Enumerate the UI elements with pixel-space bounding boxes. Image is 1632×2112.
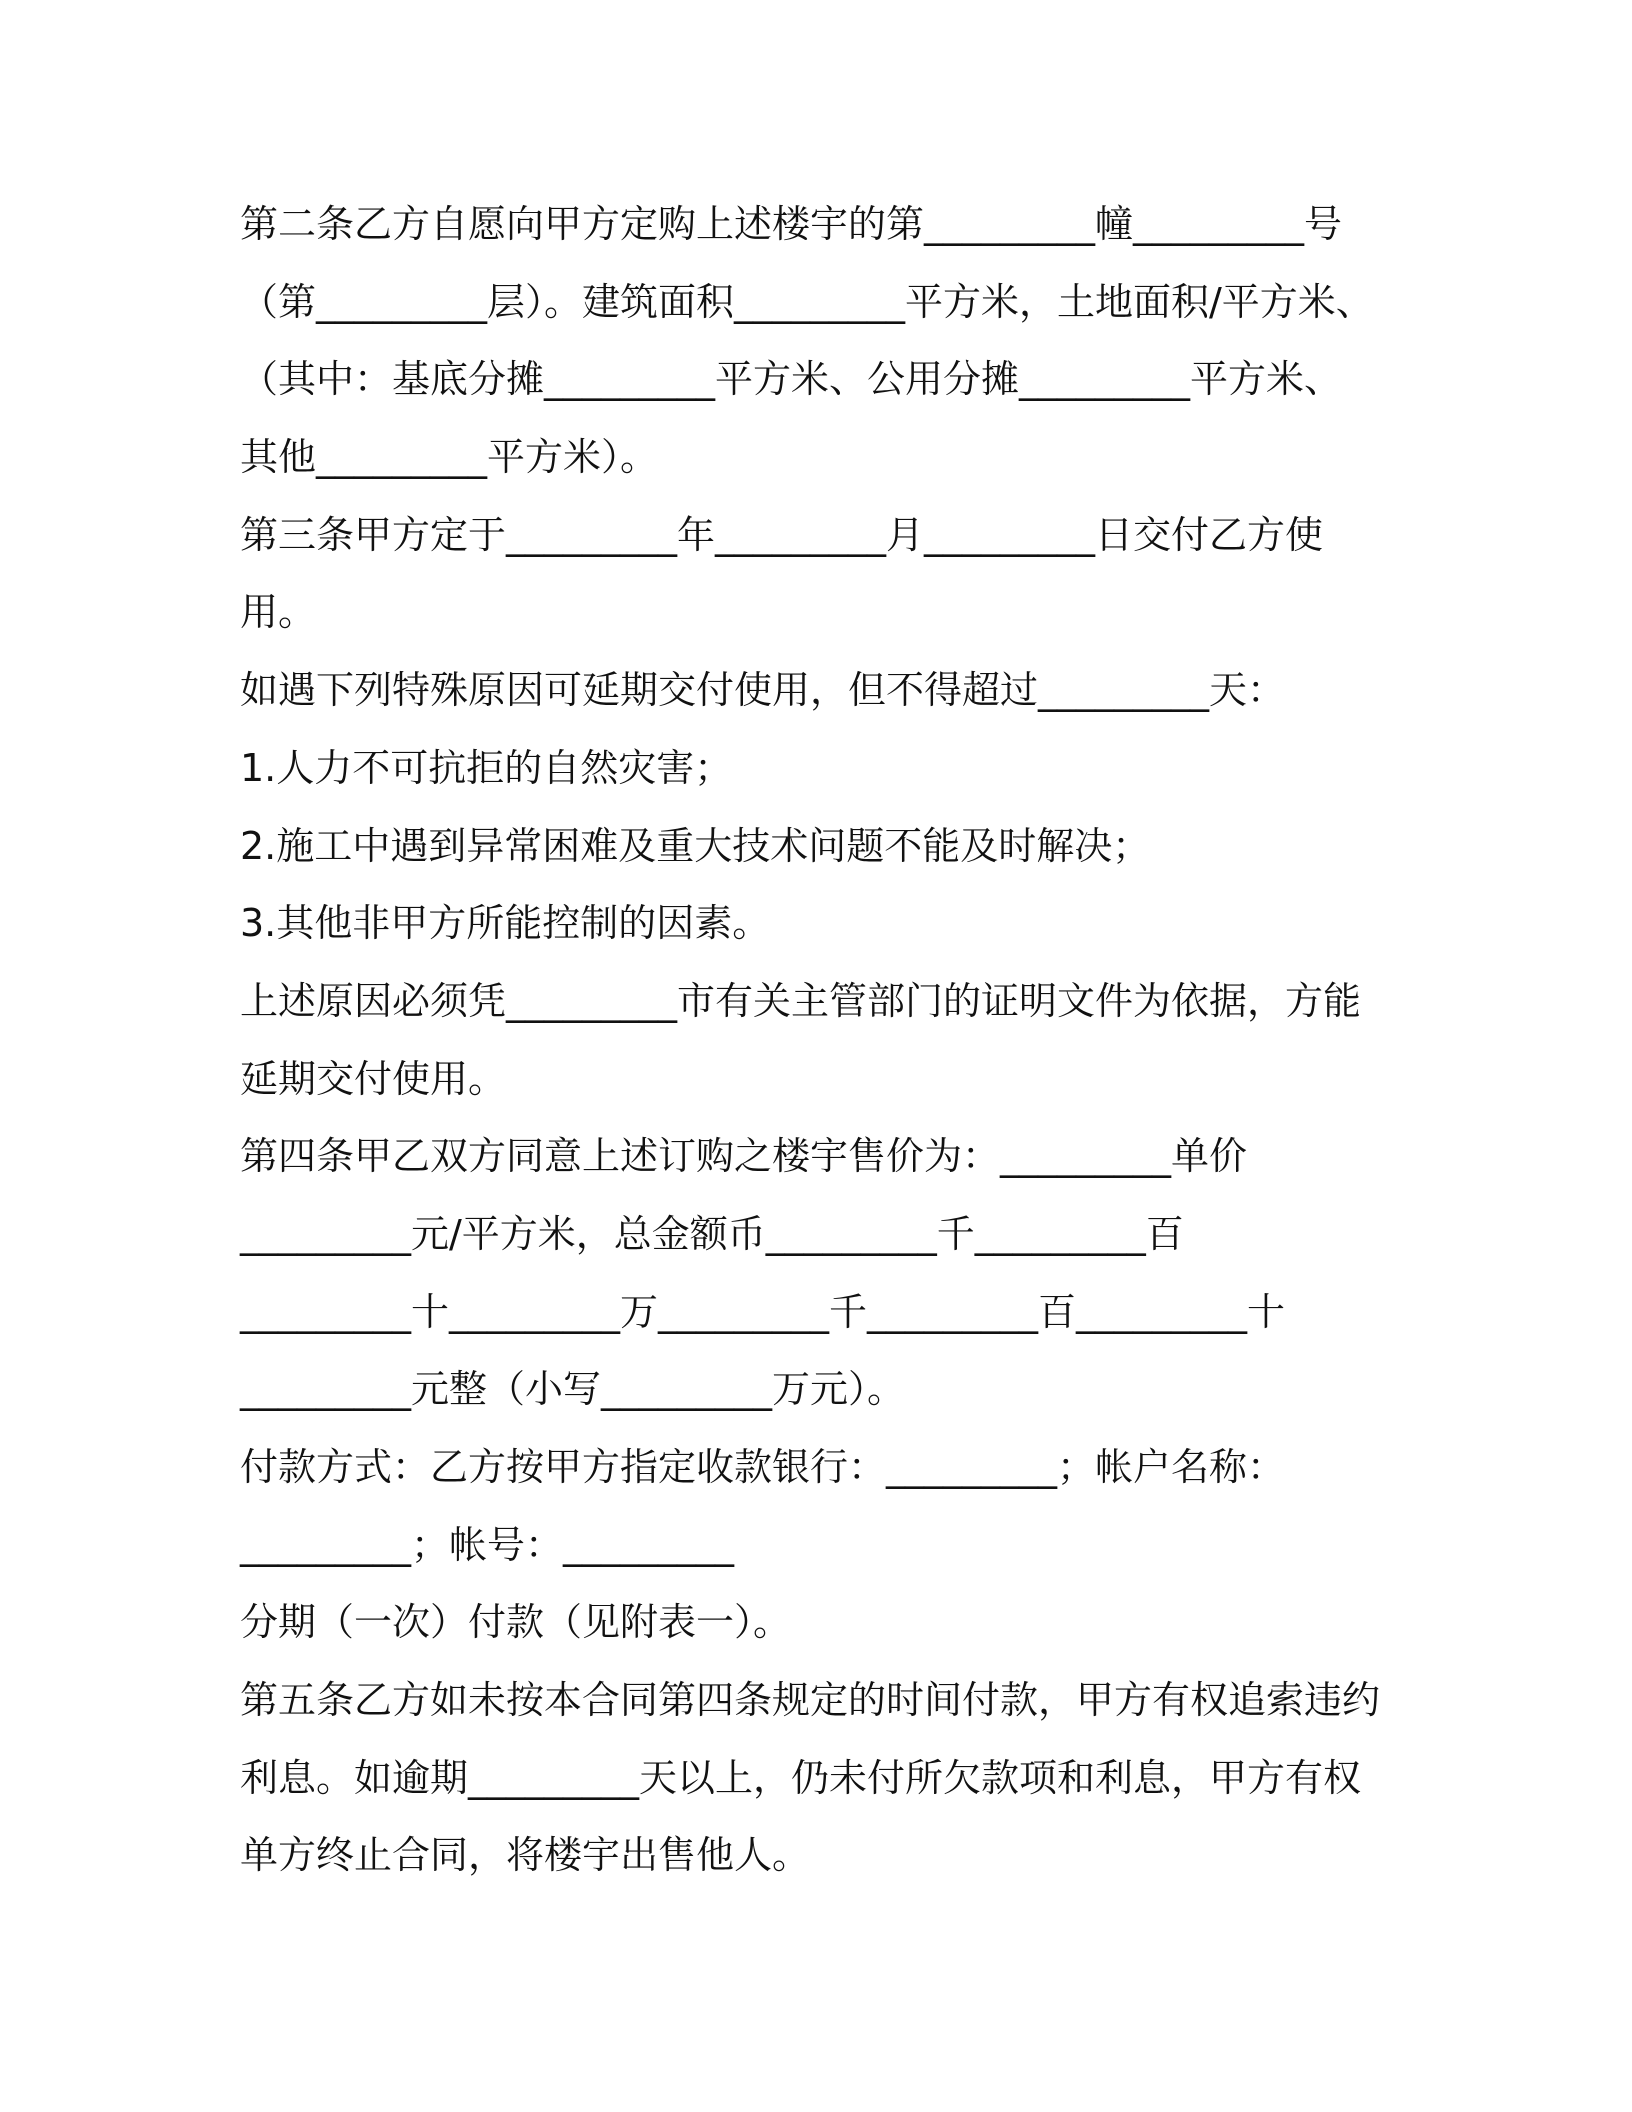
- text-line: 付款方式：乙方按甲方指定收款银行：_________；帐户名称：: [240, 1445, 1286, 1489]
- text-line: 第四条甲乙双方同意上述订购之楼宇售价为：_________单价: [240, 1134, 1248, 1179]
- text-line: 如遇下列特殊原因可延期交付使用，但不得超过_________天：: [240, 668, 1286, 713]
- text-line: 延期交付使用。: [240, 1056, 507, 1101]
- text-line: 第二条乙方自愿向甲方定购上述楼宇的第_________幢_________号: [240, 202, 1343, 246]
- text-line: 2.施工中遇到异常困难及重大技术问题不能及时解决；: [240, 823, 1151, 868]
- text-line: _________十_________万_________千_________百_________十: [240, 1289, 1286, 1334]
- text-line: 1.人力不可抗拒的自然灾害；: [240, 745, 733, 790]
- text-line: （其中：基底分摊_________平方米、公用分摊_________平方米、: [240, 357, 1343, 402]
- contract-body: [240, 186, 1400, 1895]
- text-line: 利息。如逾期_________天以上，仍未付所欠款项和利息，甲方有权: [240, 1755, 1362, 1800]
- text-line: 分期（一次）付款（见附表一）。: [240, 1600, 792, 1645]
- text-line: 单方终止合同，将楼宇出售他人。: [240, 1833, 811, 1878]
- text-line: _________；帐号：_________: [240, 1522, 735, 1567]
- text-line: _________元/平方米，总金额币_________千_________百: [240, 1211, 1184, 1256]
- text-line: （第_________层）。建筑面积_________平方米，土地面积/平方米、: [240, 279, 1374, 324]
- text-line: 3.其他非甲方所能控制的因素。: [240, 901, 771, 946]
- text-line: 第三条甲方定于_________年_________月_________日交付乙方使: [240, 512, 1324, 557]
- text-line: 第五条乙方如未按本合同第四条规定的时间付款，甲方有权追索违约: [240, 1678, 1381, 1723]
- text-line: 上述原因必须凭_________市有关主管部门的证明文件为依据，方能: [240, 978, 1362, 1023]
- text-line: _________元整（小写_________万元）。: [240, 1367, 906, 1412]
- text-line: 其他_________平方米）。: [240, 435, 659, 480]
- text-line: 用。: [240, 590, 317, 635]
